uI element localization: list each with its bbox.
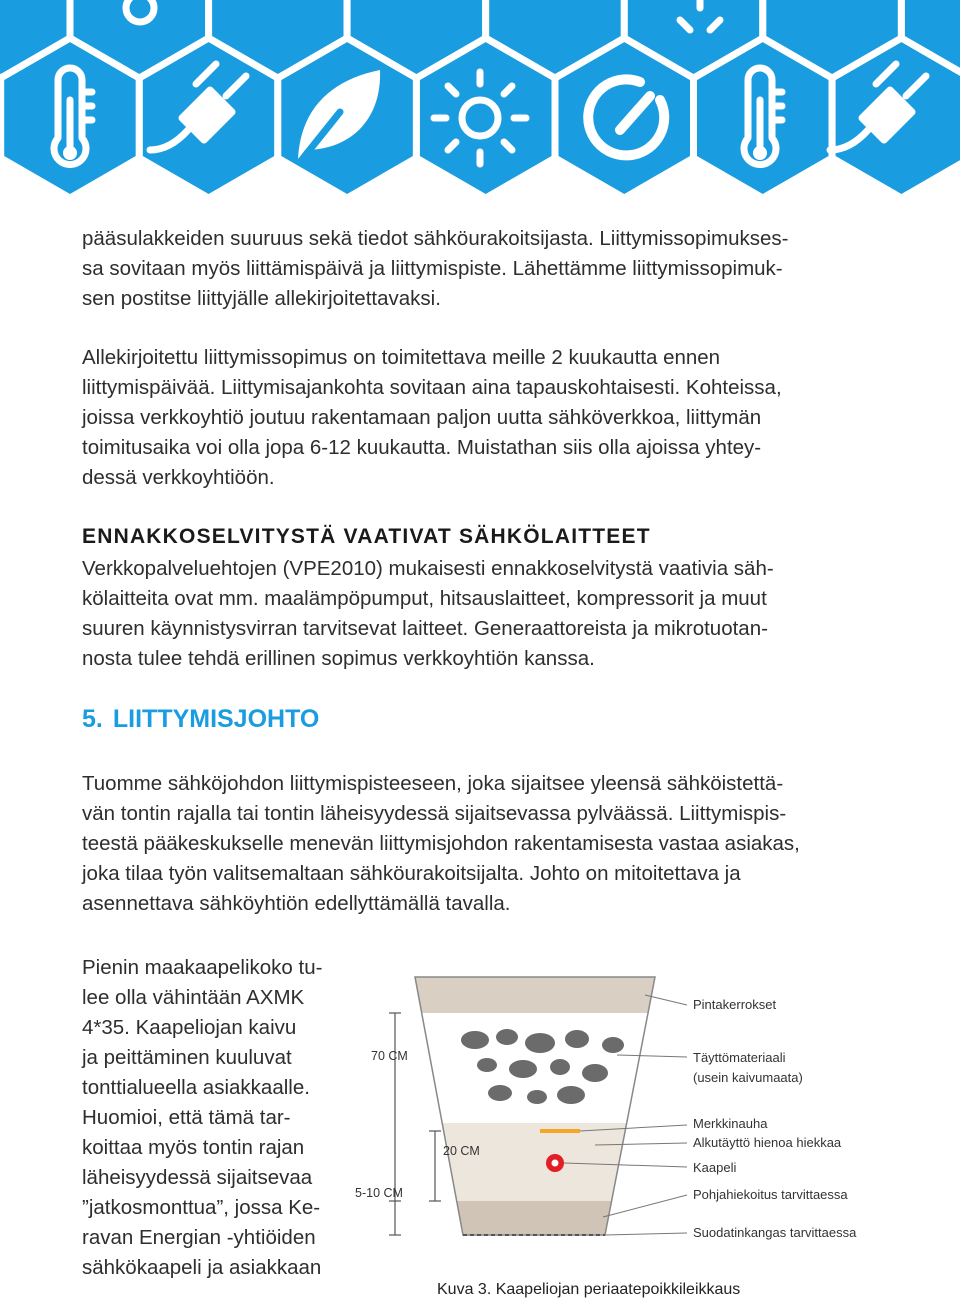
text-line: Huomioi, että tämä tar- bbox=[82, 1106, 291, 1129]
paragraph-signed-contract bbox=[82, 343, 882, 493]
paragraph-cable-size bbox=[82, 953, 372, 1283]
text-line: koittaa myös tontin rajan bbox=[82, 1136, 305, 1159]
figure-caption: Kuva 3. Kaapeliojan periaatepoikkileikkaus bbox=[437, 1281, 741, 1298]
label-bottom-sand: Pohjahiekoitus tarvittaessa bbox=[693, 1187, 848, 1202]
subheading: ENNAKKOSELVITYSTÄ VAATIVAT SÄHKÖLAITTEET bbox=[82, 525, 651, 548]
text-line: lee olla vähintään AXMK bbox=[82, 986, 305, 1009]
text-line: läheisyydessä sijaitsevaa bbox=[82, 1166, 313, 1189]
text-line: joissa verkkoyhtiö joutuu rakentamaan paljon uutta sähköverkkoa, liittymän bbox=[82, 406, 762, 429]
label-cable: Kaapeli bbox=[693, 1160, 737, 1175]
section-number: 5. bbox=[82, 705, 103, 733]
label-surface-layers: Pintakerrokset bbox=[693, 997, 777, 1012]
dim-70cm: 70 CM bbox=[371, 1049, 408, 1063]
hexagon-icon-banner bbox=[0, 0, 960, 200]
text-line: toimitusaika voi olla jopa 6-12 kuukautta. Muistathan siis olla ajoissa yhtey- bbox=[82, 436, 762, 459]
text-line: sa sovitaan myös liittämispäivä ja liittymispiste. Lähettämme liittymissopimuk- bbox=[82, 257, 783, 280]
text-line: dessä verkkoyhtiöön. bbox=[82, 466, 275, 489]
text-line: nosta tulee tehdä erillinen sopimus verkkoyhtiön kanssa. bbox=[82, 647, 595, 670]
text-line: ”jatkosmonttua”, jossa Ke- bbox=[82, 1196, 321, 1219]
surface-layer bbox=[405, 977, 665, 1013]
text-line: Verkkopalveluehtojen (VPE2010) mukaisesti ennakkoselvitystä vaativia säh- bbox=[82, 557, 774, 580]
text-line: ravan Energian -yhtiöiden bbox=[82, 1226, 316, 1249]
text-line: kölaitteita ovat mm. maalämpöpumput, hitsauslaitteet, kompressorit ja muut bbox=[82, 587, 767, 610]
text-line: ja peittäminen kuuluvat bbox=[82, 1046, 292, 1069]
text-line: teestä pääkeskukselle menevän liittymisjohdon rakentamisesta vastaa asiakas, bbox=[82, 832, 800, 855]
cable-trench-diagram bbox=[355, 965, 915, 1301]
text-line: 4*35. Kaapeliojan kaivu bbox=[82, 1016, 297, 1039]
text-line: Allekirjoitettu liittymissopimus on toimitettava meille 2 kuukautta ennen bbox=[82, 346, 721, 369]
label-fill-material: Täyttömateriaali bbox=[693, 1050, 786, 1065]
label-filter-cloth: Suodatinkangas tarvittaessa bbox=[693, 1225, 857, 1240]
section-title bbox=[82, 705, 319, 734]
paragraph-devices bbox=[82, 554, 882, 674]
text-line: tonttialueella asiakkaalle. bbox=[82, 1076, 310, 1099]
text-line: liittymispäivää. Liittymisajankohta sovitaan aina tapauskohtaisesti. Kohteissa, bbox=[82, 376, 782, 399]
paragraph-connection-cable bbox=[82, 769, 882, 919]
label-fill-material-note: (usein kaivumaata) bbox=[693, 1070, 803, 1085]
text-line: pääsulakkeiden suuruus sekä tiedot sähköurakoitsijasta. Liittymissopimukses- bbox=[82, 227, 789, 250]
section-title-text: LIITTYMISJOHTO bbox=[112, 705, 320, 733]
text-line: sen postitse liittyjälle allekirjoitettavaksi. bbox=[82, 287, 441, 310]
text-line: Pienin maakaapelikoko tu- bbox=[82, 956, 323, 979]
text-line: suuren käynnistysvirran tarvitsevat laitteet. Generaattoreista ja mikrotuotan- bbox=[82, 617, 768, 640]
text-line: asennettava sähköyhtiön edellyttämällä tavalla. bbox=[82, 892, 511, 915]
paragraph-contract-info bbox=[82, 224, 882, 314]
dim-20cm: 20 CM bbox=[443, 1144, 480, 1158]
text-line: sähkökaapeli ja asiakkaan bbox=[82, 1256, 322, 1279]
text-line: Tuomme sähköjohdon liittymispisteeseen, joka sijaitsee yleensä sähköistettä- bbox=[82, 772, 784, 795]
dim-5-10cm: 5-10 CM bbox=[355, 1186, 403, 1200]
text-line: vän tontin rajalla tai tontin läheisyydessä sijaitsevassa pylväässä. Liittymispis- bbox=[82, 802, 787, 825]
label-fine-sand: Alkutäyttö hienoa hiekkaa bbox=[693, 1135, 842, 1150]
text-line: joka tilaa työn valitsemaltaan sähköurakoitsijalta. Johto on mitoitettava ja bbox=[82, 862, 741, 885]
bottom-sand-layer bbox=[405, 1201, 665, 1235]
label-warning-tape: Merkkinauha bbox=[693, 1116, 768, 1131]
